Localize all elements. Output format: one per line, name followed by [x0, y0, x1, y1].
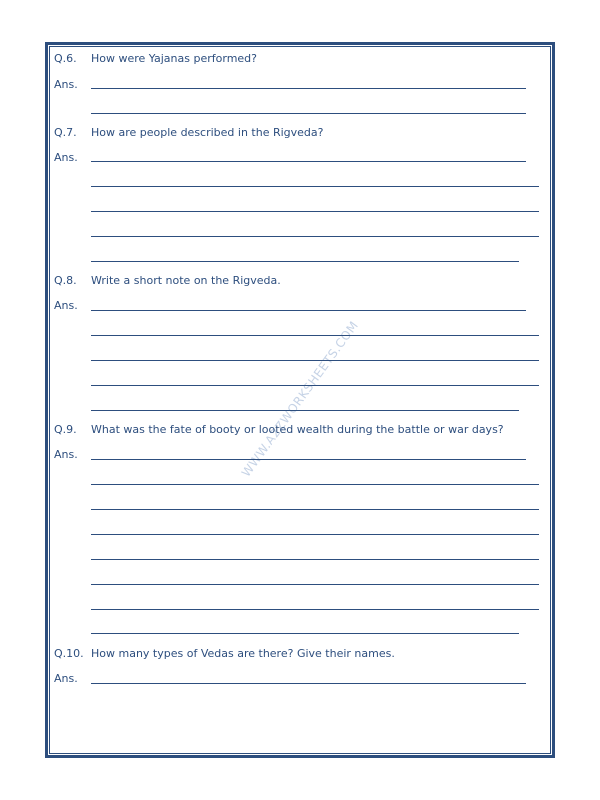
answer-line[interactable] [91, 385, 539, 386]
answer-line[interactable] [91, 88, 526, 89]
answer-line[interactable] [91, 335, 539, 336]
answer-line[interactable] [91, 360, 539, 361]
question-number: Q.9. [54, 423, 77, 436]
question-text: What was the fate of booty or looted wealth during the battle or war days? [91, 423, 504, 436]
answer-line[interactable] [91, 261, 519, 262]
answer-line[interactable] [91, 236, 539, 237]
watermark: WWW.A2ZWORKSHEETS.COM [238, 318, 362, 480]
answer-line[interactable] [91, 559, 539, 560]
answer-line[interactable] [91, 584, 539, 585]
answer-line[interactable] [91, 633, 519, 634]
answer-line[interactable] [91, 459, 526, 460]
question-text: How were Yajanas performed? [91, 52, 257, 65]
question-text: How are people described in the Rigveda? [91, 126, 324, 139]
answer-line[interactable] [91, 161, 526, 162]
question-number: Q.6. [54, 52, 77, 65]
answer-line[interactable] [91, 683, 526, 684]
answer-line[interactable] [91, 410, 519, 411]
answer-label: Ans. [54, 151, 78, 164]
answer-line[interactable] [91, 509, 539, 510]
answer-line[interactable] [91, 186, 539, 187]
answer-label: Ans. [54, 299, 78, 312]
question-number: Q.7. [54, 126, 77, 139]
answer-label: Ans. [54, 672, 78, 685]
answer-label: Ans. [54, 78, 78, 91]
answer-line[interactable] [91, 609, 539, 610]
answer-line[interactable] [91, 484, 539, 485]
answer-line[interactable] [91, 113, 526, 114]
answer-line[interactable] [91, 310, 526, 311]
answer-label: Ans. [54, 448, 78, 461]
question-number: Q.10. [54, 647, 84, 660]
question-text: How many types of Vedas are there? Give their names. [91, 647, 395, 660]
answer-line[interactable] [91, 211, 539, 212]
answer-line[interactable] [91, 534, 539, 535]
question-text: Write a short note on the Rigveda. [91, 274, 281, 287]
question-number: Q.8. [54, 274, 77, 287]
